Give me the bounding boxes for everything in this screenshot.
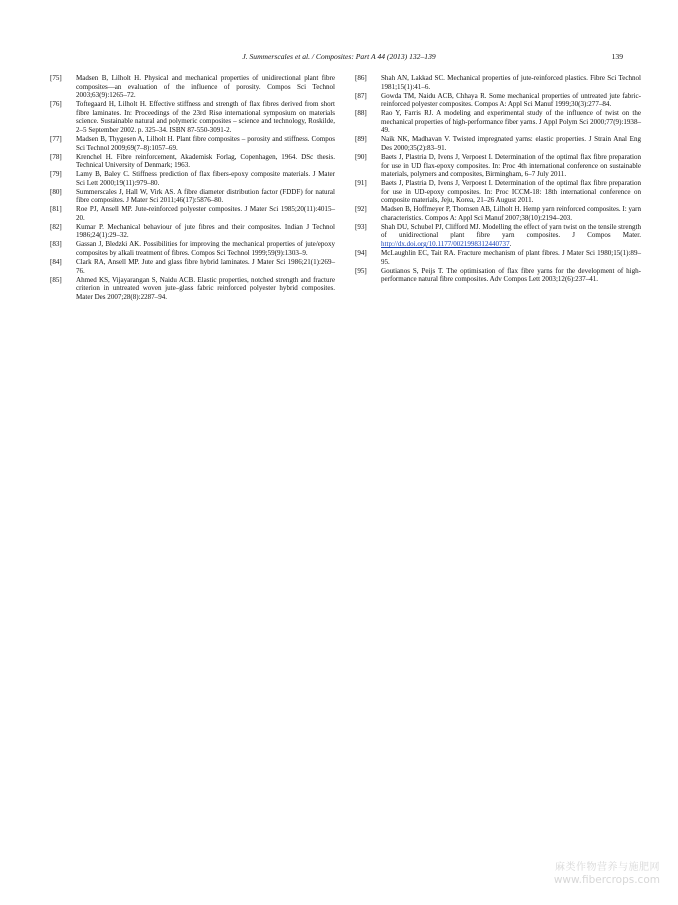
reference-number: [91] (355, 179, 367, 188)
reference-text: Gowda TM, Naidu ACB, Chhaya R. Some mechanical properties of untreated jute fabric-reinforced polyester composites. Compos A: Appl Sci Manuf 1999;30(3):277–84. (381, 91, 641, 109)
reference-number: [90] (355, 152, 367, 161)
reference-text: Lamy B, Baley C. Stiffness prediction of flax fibers-epoxy composite materials. J Mater Sci Lett 2000;19(11):979–80. (76, 170, 335, 187)
reference-text: Krenchel H. Fibre reinforcement, Akademisk Forlag, Copenhagen, 1964. DSc thesis. Technical University of Denmark; 1963. (76, 152, 335, 170)
reference-item (50, 100, 335, 134)
reference-number: [77] (50, 134, 62, 143)
reference-item (50, 205, 335, 222)
reference-number: [86] (355, 74, 367, 82)
reference-text: Baets J, Plastria D, Ivens J, Verpoest I. Determination of the optimal flax fibre preparation for use in UD-epoxy composites. In: Proc ICCM-18: 18th international conference on composite materials, Jeju, Korea, 21–26 August 2011. (381, 179, 641, 205)
reference-item (355, 205, 641, 222)
reference-text: Baets J, Plastria D, Ivens J, Verpoest I. Determination of the optimal flax fibre preparation for use in UD flax-epoxy composites. In: Proc 4th international conference on sustainable materials, polymers and composites, Birmingham, 6–7 July 2011. (381, 152, 641, 179)
doi-link[interactable]: http://dx.doi.org/10.1177/0021998312440737 (381, 240, 510, 249)
reference-item (50, 276, 335, 302)
reference-text: Roe PJ, Ansell MP. Jute-reinforced polyester composites. J Mater Sci 1985;20(11):4015–20. (76, 205, 335, 222)
reference-number: [85] (50, 275, 62, 284)
watermark-url: www.fibercrops.com (553, 874, 660, 886)
reference-number: [76] (50, 100, 62, 109)
reference-item (50, 153, 335, 170)
reference-number: [92] (355, 205, 367, 214)
reference-text: Summerscales J, Hall W, Virk AS. A fibre diameter distribution factor (FDDF) for natural fibre composites. J Mater Sci 2011;46(17):5876–80. (76, 187, 335, 205)
reference-number: [81] (50, 205, 62, 214)
reference-trailing-punct: . (509, 240, 512, 249)
reference-number: [89] (355, 135, 367, 144)
page-header (0, 52, 678, 64)
reference-column-right (355, 74, 641, 284)
reference-item (50, 188, 335, 205)
reference-item (355, 179, 641, 205)
reference-text: Naik NK, Madhavan V. Twisted impregnated yarns: elastic properties. J Strain Anal Eng Des 2000;35(2):83–91. (381, 135, 641, 152)
reference-text: Shah AN, Lakkad SC. Mechanical properties of jute-reinforced plastics. Fibre Sci Technol 1981;15(1):41–6. (381, 74, 641, 91)
reference-text: Clark RA, Ansell MP. Jute and glass fibre hybrid laminates. J Mater Sci 1986;21(1):269–76. (76, 257, 335, 275)
reference-number: [95] (355, 266, 367, 275)
reference-number: [87] (355, 91, 367, 100)
reference-item (355, 135, 641, 152)
reference-text: Rao Y, Farris RJ. A modeling and experimental study of the influence of twist on the mechanical properties of high-performance fiber yarns. J Appl Polym Sci 2000;77(9):1938–49. (381, 109, 641, 135)
reference-number: [88] (355, 109, 367, 118)
reference-item (355, 92, 641, 109)
reference-number: [94] (355, 249, 367, 257)
reference-text: Kumar P. Mechanical behaviour of jute fibres and their composites. Indian J Technol 1986;24(1):29–32. (76, 222, 335, 240)
reference-text: Shah DU, Schubel PJ, Clifford MJ. Modelling the effect of yarn twist on the tensile strength of unidirectional plant fibre yarn composites. J Compos Mater. (381, 222, 641, 240)
reference-number: [78] (50, 152, 62, 161)
reference-text: Goutianos S, Peijs T. The optimisation of flax fibre yarns for the development of high-performance natural fibre composites. Adv Compos Lett 2003;12(6):237–41. (381, 266, 641, 284)
reference-item (355, 109, 641, 135)
running-head: J. Summerscales et al. / Composites: Part A 44 (2013) 132–139 (242, 52, 436, 61)
reference-item (50, 135, 335, 152)
reference-number: [79] (50, 170, 62, 179)
reference-text: McLaughlin EC, Tait RA. Fracture mechanism of plant fibres. J Mater Sci 1980;15(1):89–95. (381, 249, 641, 266)
reference-item (50, 74, 335, 100)
reference-text: Toftegaard H, Lilholt H. Effective stiffness and strength of flax fibres derived from short fibre laminates. In: Proceedings of the 23rd Risø international symposium on materials science. Sustainable natural and polymeric composites – science and technology, Roskilde, 2–5 September 2002. p. 325–34. ISBN 87-550-3091-2. (76, 100, 335, 134)
reference-number: [82] (50, 222, 62, 231)
reference-number: [83] (50, 240, 62, 249)
reference-number: [80] (50, 187, 62, 196)
page-number: 139 (611, 52, 623, 61)
reference-text: Madsen B, Lilholt H. Physical and mechanical properties of unidirectional plant fibre composites—an evaluation of the influence of porosity. Compos Sci Technol 2003;63(9):1265–72. (76, 74, 335, 100)
reference-text: Gassan J, Bledzki AK. Possibilities for improving the mechanical properties of jute/epoxy composites by alkali treatment of fibres. Compos Sci Technol 1999;59(9):1303–9. (76, 240, 335, 257)
watermark-site-name: 麻类作物营养与施肥网 (555, 862, 660, 873)
reference-item (50, 170, 335, 187)
reference-text: Madsen B, Thygesen A, Lilholt H. Plant fibre composites – porosity and stiffness. Compos Sci Technol 2009;69(7–8):1057–69. (76, 134, 335, 152)
reference-item (50, 223, 335, 240)
reference-item (355, 153, 641, 179)
reference-text: Madsen B, Hoffmeyer P, Thomsen AB, Lilholt H. Hemp yarn reinforced composites. I: yarn characteristics. Compos A: Appl Sci Manuf 2007;38(10):2194–203. (381, 205, 641, 222)
reference-number: [75] (50, 74, 62, 82)
watermark (554, 862, 660, 886)
reference-text: Ahmed KS, Vijayarangan S, Naidu ACB. Elastic properties, notched strength and fracture criterion in untreated woven jute–glass fabric reinforced polyester hybrid composites. Mater Des 2007;28(8):2287–94. (76, 275, 335, 301)
reference-column-left (50, 74, 335, 302)
reference-number: [84] (50, 257, 62, 266)
reference-item (355, 249, 641, 266)
reference-item (50, 258, 335, 275)
reference-item (50, 240, 335, 257)
reference-number: [93] (355, 222, 367, 231)
reference-item (355, 267, 641, 284)
reference-item (355, 74, 641, 91)
reference-item (355, 223, 641, 249)
